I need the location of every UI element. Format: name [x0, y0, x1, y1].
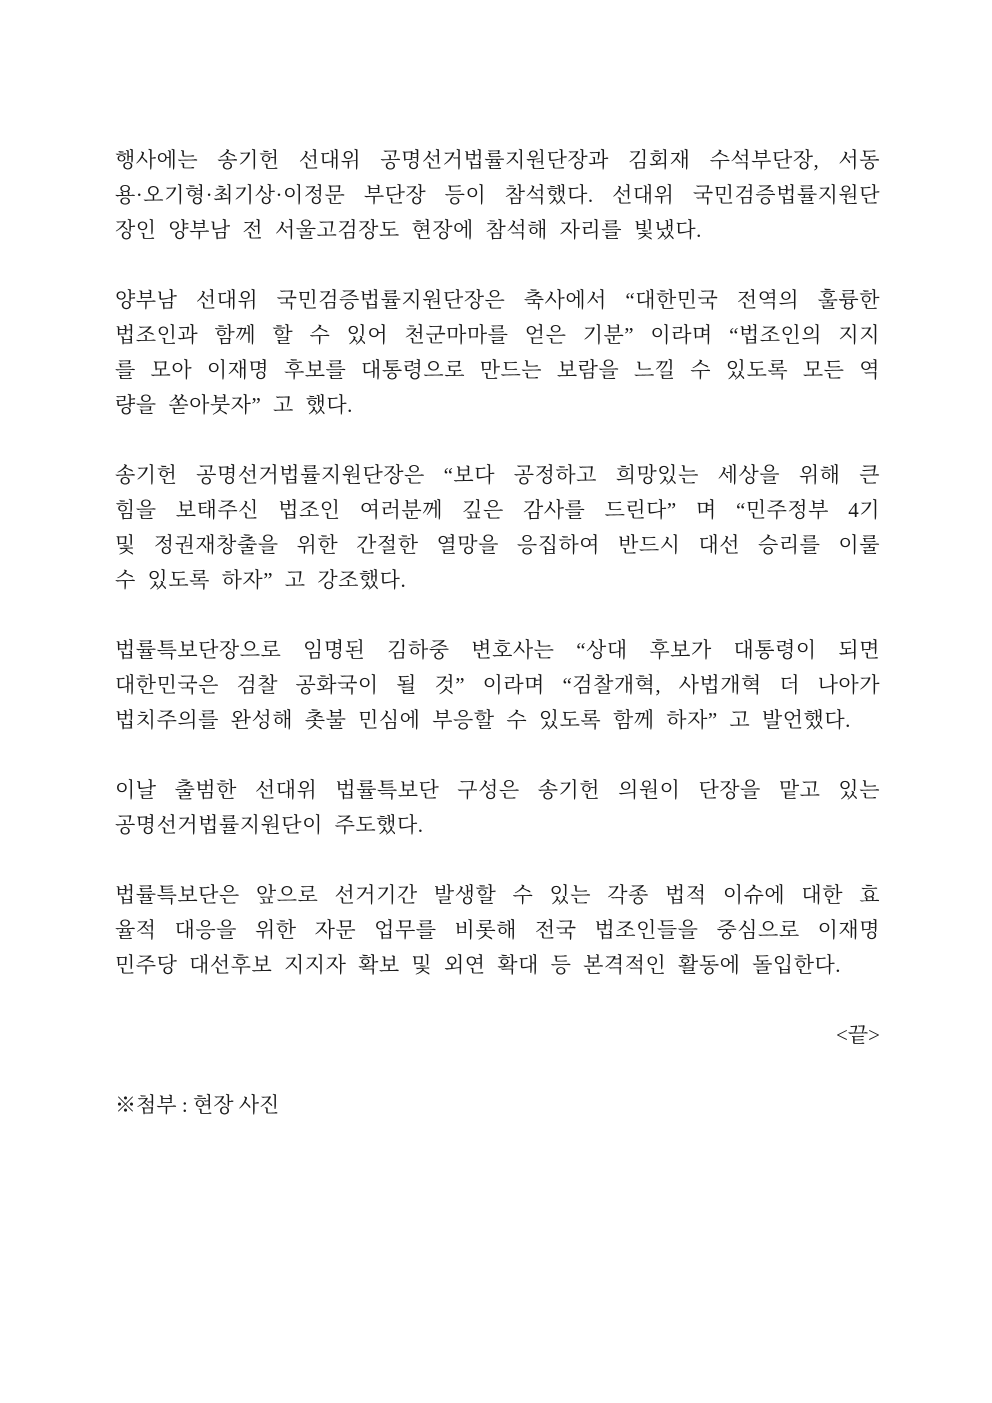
paragraph-3-line-4: 수 있도록 하자” 고 강조했다. [115, 568, 407, 592]
paragraph-2 [115, 283, 880, 423]
paragraph-2-line-2: 법조인과 함께 할 수 있어 천군마마를 얻은 기분” 이라며 “법조인의 지지 [115, 323, 880, 347]
paragraph-1-line-3: 장인 양부남 전 서울고검장도 현장에 참석해 자리를 빛냈다. [115, 218, 702, 242]
paragraph-4-line-3: 법치주의를 완성해 촛불 민심에 부응할 수 있도록 함께 하자” 고 발언했다. [115, 708, 851, 732]
document-body [115, 143, 880, 1123]
paragraph-5 [115, 773, 880, 843]
paragraph-4-line-1: 법률특보단장으로 임명된 김하중 변호사는 “상대 후보가 대통령이 되면 [115, 638, 880, 662]
paragraph-3-line-1: 송기헌 공명선거법률지원단장은 “보다 공정하고 희망있는 세상을 위해 큰 [115, 463, 880, 487]
paragraph-2-line-3: 를 모아 이재명 후보를 대통령으로 만드는 보람을 느낄 수 있도록 모든 역 [115, 358, 880, 382]
paragraph-4-line-2: 대한민국은 검찰 공화국이 될 것” 이라며 “검찰개혁, 사법개혁 더 나아가 [115, 673, 880, 697]
paragraph-2-line-1: 양부남 선대위 국민검증법률지원단장은 축사에서 “대한민국 전역의 훌륭한 [115, 288, 880, 312]
paragraph-3 [115, 458, 880, 598]
paragraph-5-line-1: 이날 출범한 선대위 법률특보단 구성은 송기헌 의원이 단장을 맡고 있는 [115, 778, 880, 802]
paragraph-3-line-3: 및 정권재창출을 위한 간절한 열망을 응집하여 반드시 대선 승리를 이룰 [115, 533, 880, 557]
paragraph-4 [115, 633, 880, 738]
attachment-note: ※첨부 : 현장 사진 [115, 1093, 280, 1117]
paragraph-3-line-2: 힘을 보태주신 법조인 여러분께 깊은 감사를 드린다” 며 “민주정부 4기 [115, 498, 880, 522]
paragraph-1 [115, 143, 880, 248]
paragraph-6-line-1: 법률특보단은 앞으로 선거기간 발생할 수 있는 각종 법적 이슈에 대한 효 [115, 883, 880, 907]
paragraph-1-line-1: 행사에는 송기헌 선대위 공명선거법률지원단장과 김회재 수석부단장, 서동 [115, 148, 880, 172]
paragraph-5-line-2: 공명선거법률지원단이 주도했다. [115, 813, 424, 837]
end-mark: <끝> [836, 1023, 880, 1047]
paragraph-1-line-2: 용·오기형·최기상·이정문 부단장 등이 참석했다. 선대위 국민검증법률지원단 [115, 183, 880, 207]
paragraph-2-line-4: 량을 쏟아붓자” 고 했다. [115, 393, 353, 417]
paragraph-6-line-3: 민주당 대선후보 지지자 확보 및 외연 확대 등 본격적인 활동에 돌입한다. [115, 953, 842, 977]
paragraph-6-line-2: 율적 대응을 위한 자문 업무를 비롯해 전국 법조인들을 중심으로 이재명 [115, 918, 880, 942]
paragraph-6 [115, 878, 880, 983]
